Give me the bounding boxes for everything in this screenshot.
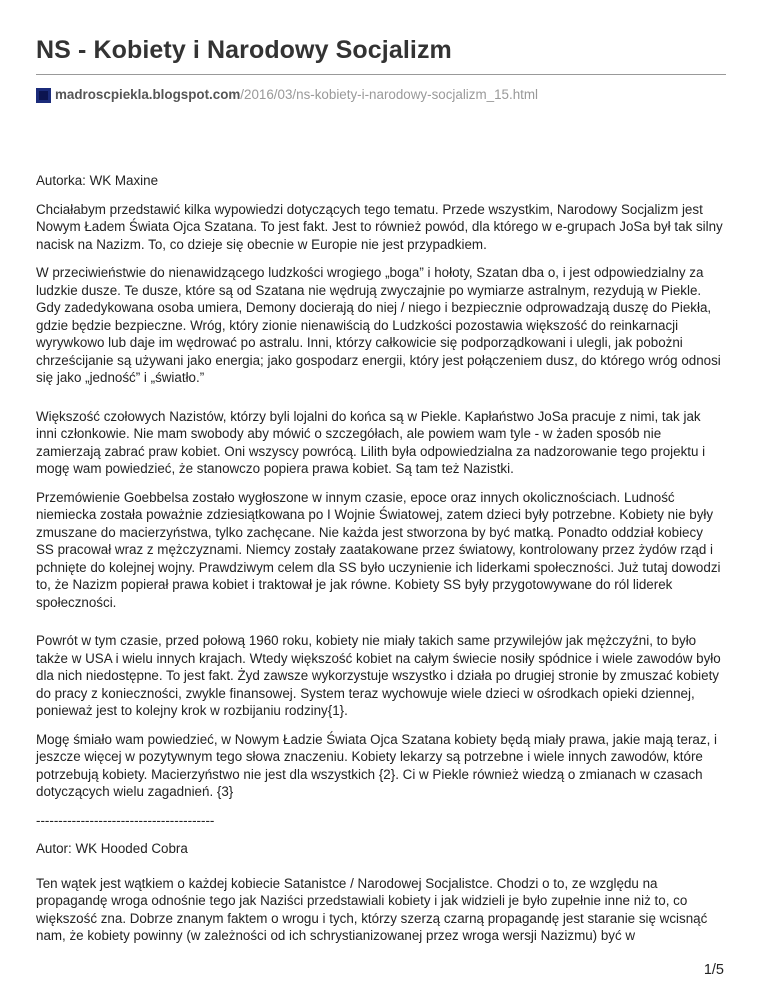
title-divider <box>36 74 726 75</box>
paragraph: Powrót w tym czasie, przed połową 1960 roku, kobiety nie miały takich same przywilejów jak mężczyźni, to było także w USA i wielu innych krajach. Wtedy większość kobiet na całym świecie nosiły spódnice i wiele zawodów było dla nich niedostępne. To jest fakt. Żyd zawsze wykorzystuje wszystko i działa po drugiej stronie by zmuszać kobiety do pracy z konieczności, zwykle finansowej. System teraz wychowuje wiele dzieci w ośrodkach opieki dziennej, ponieważ jest to kolejny krok w rozbijaniu rodziny{1}. <box>36 633 721 718</box>
paragraph: Mogę śmiało wam powiedzieć, w Nowym Ładzie Świata Ojca Szatana kobiety będą miały prawa, jakie mają teraz, i jeszcze więcej w pozytywnym tego słowa znaczeniu. Kobiety lekarzy są potrzebne i wiele innych zawodów, które potrzebują kobiety. Macierzyństwo nie jest dla wszystkich {2}. Ci w Piekle również wiedzą o zmianach w czasach dotyczących wielu zagadnień. {3} <box>36 731 717 799</box>
section-separator: ---------------------------------------- <box>36 812 215 828</box>
page-title: NS - Kobiety i Narodowy Socjalizm <box>36 36 452 64</box>
author-line: Autor: WK Hooded Cobra <box>36 841 188 856</box>
paragraph: W przeciwieństwie do nienawidzącego ludzkości wrogiego „boga” i hołoty, Szatan dba o, i jest odpowiedzialny za ludzkie dusze. Te dusze, które są od Szatana nie wędrują zwyczajnie po wymiarze astralnym, rezydują w Piekle. Gdy zadedykowana osoba umiera, Demony docierają do niej / niego i bezpiecznie odprowadzają duszę do Piekła, gdzie będzie bezpieczne. Wróg, który zionie nienawiścią do Ludzkości pozostawia większość do reinkarnacji wyrywkowo lub daje im wędrować po astralu. Inni, którzy całkowicie się podporządkowani i ulegli, jak pobożni chrześcijanie są używani jako energia; jako gospodarz energii, który jest połączeniem dusz, do którego wróg odnosi się jako „jedność” i „światło.” <box>36 265 721 385</box>
paragraph: Ten wątek jest wątkiem o każdej kobiecie Satanistce / Narodowej Socjalistce. Chodzi o to, ze względu na propagandę wroga odnośnie tego jak Naziści przedstawiali kobiety i jak widzieli je było zupełnie inne niż to, co większość zna. Dobrze znanym faktem o wrogu i tych, którzy szerzą czarną propagandę jest staranie się wcisnąć nam, że kobiety powinny (w zależności od ich schrystianizowanej przez wroga wersji Nazizmu) być w <box>36 875 708 943</box>
paragraph: Przemówienie Goebbelsa zostało wygłoszone w innym czasie, epoce oraz innych okolicznościach. Ludność niemiecka została poważnie zdziesiątkowana po I Wojnie Światowej, zatem dzieci były potrzebne. Kobiety nie były zmuszane do macierzyństwa, tylko zachęcane. Nie każda jest stworzona by być matką. Ponadto oddział kobiecy SS pracował wraz z mężczyznami. Niemcy zostały zaatakowane przez światowy, kontrolowany przez żydów rząd i pchnięte do kolejnej wojny. Prawdziwym celem dla SS było uczynienie ich liderkami społeczności. Już tutaj dowodzi to, że Nazizm popierał prawa kobiet i traktował je jak równe. Kobiety SS były przygotowywane do ról liderek społeczności. <box>36 489 721 610</box>
page-number: 1/5 <box>703 962 724 978</box>
paragraph: Większość czołowych Nazistów, którzy byli lojalni do końca są w Piekle. Kapłaństwo JoSa pracuje z nimi, tak jak inni członkowie. Nie mam swobody aby mówić o szczegółach, ale powiem wam tyle - w żaden sposób nie zamierzają zabrać praw kobiet. Oni wszyscy powrócą. Lilith była odpowiedzialna za nadzorowanie tego projektu i mogę wam powiedzieć, że stanowczo popiera prawa kobiet. Są tam też Nazistki. <box>36 408 706 476</box>
source-line[interactable] <box>36 86 724 104</box>
blog-favicon-icon <box>36 88 51 103</box>
author-line: Autorka: WK Maxine <box>36 173 159 188</box>
document-page <box>36 34 724 956</box>
paragraph: Chciałabym przedstawić kilka wypowiedzi dotyczących tego tematu. Przede wszystkim, Narodowy Socjalizm jest Nowym Ładem Świata Ojca Szatana. To jest fakt. Jest to również powód, dla którego w e-grupach JoSa był tak silny nacisk na Nazizm. To, co dzieje się obecnie w Europie nie jest przypadkiem. <box>36 201 723 252</box>
source-path[interactable]: /2016/03/ns-kobiety-i-narodowy-socjalizm_15.html <box>240 87 538 102</box>
article-body <box>36 172 724 945</box>
source-domain[interactable]: madroscpiekla.blogspot.com <box>55 87 241 102</box>
